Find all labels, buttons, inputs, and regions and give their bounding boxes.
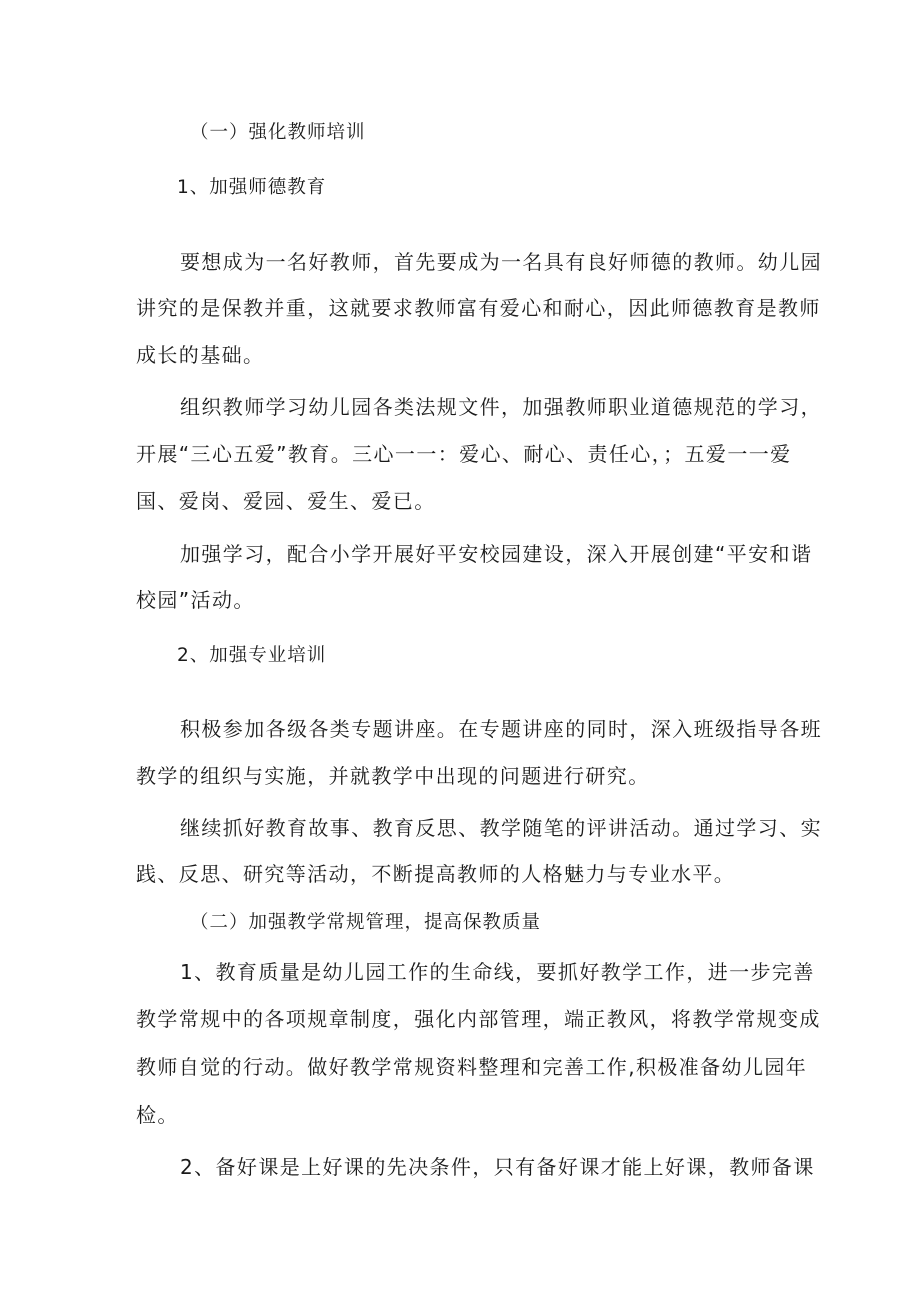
- section-heading-2: （二）加强教学常规管理，提高保教质量: [190, 912, 542, 933]
- paragraph-line: 加强学习，配合小学开展好平安校园建设，深入开展创建“平安和谐: [180, 542, 813, 566]
- paragraph-line: 检。: [136, 1103, 179, 1127]
- paragraph-line: 开展“三心五爱”教育。三心一一：爱心、耐心、责任心，；五爱一一爱: [136, 442, 792, 466]
- paragraph-line: 组织教师学习幼儿园各类法规文件，加强教师职业道德规范的学习，: [180, 395, 822, 419]
- paragraph-line: 校园”活动。: [136, 588, 255, 612]
- paragraph-line: 要想成为一名好教师，首先要成为一名具有良好师德的教师。幼儿园: [180, 250, 822, 274]
- paragraph-line: 教学的组织与实施，并就教学中出现的问题进行研究。: [136, 764, 650, 788]
- paragraph-line: 讲究的是保教并重，这就要求教师富有爱心和耐心，因此师德教育是教师: [136, 296, 821, 320]
- paragraph-line: 成长的基础。: [136, 343, 265, 367]
- paragraph-line: 继续抓好教育故事、教育反思、教学随笔的评讲活动。通过学习、实: [180, 816, 822, 840]
- paragraph-line: 2、备好课是上好课的先决条件，只有备好课才能上好课，教师备课: [180, 1155, 815, 1179]
- paragraph-line: 国、爱岗、爱园、爱生、爱已。: [136, 489, 436, 513]
- paragraph-line: 教学常规中的各项规章制度，强化内部管理，端正教风，将教学常规变成: [136, 1007, 821, 1031]
- section-heading-1: （一）强化教师培训: [190, 122, 366, 143]
- paragraph-line: 1、教育质量是幼儿园工作的生命线，要抓好教学工作，进一步完善: [180, 960, 815, 984]
- item-title-1: 1、加强师德教育: [177, 177, 327, 198]
- paragraph-line: 教师自觉的行动。做好教学常规资料整理和完善工作,积极准备幼儿园年: [136, 1055, 808, 1079]
- paragraph-line: 积极参加各级各类专题讲座。在专题讲座的同时，深入班级指导各班: [180, 717, 822, 741]
- item-title-2: 2、加强专业培训: [177, 645, 327, 666]
- paragraph-line: 践、反思、研究等活动，不断提高教师的人格魅力与专业水平。: [136, 862, 736, 886]
